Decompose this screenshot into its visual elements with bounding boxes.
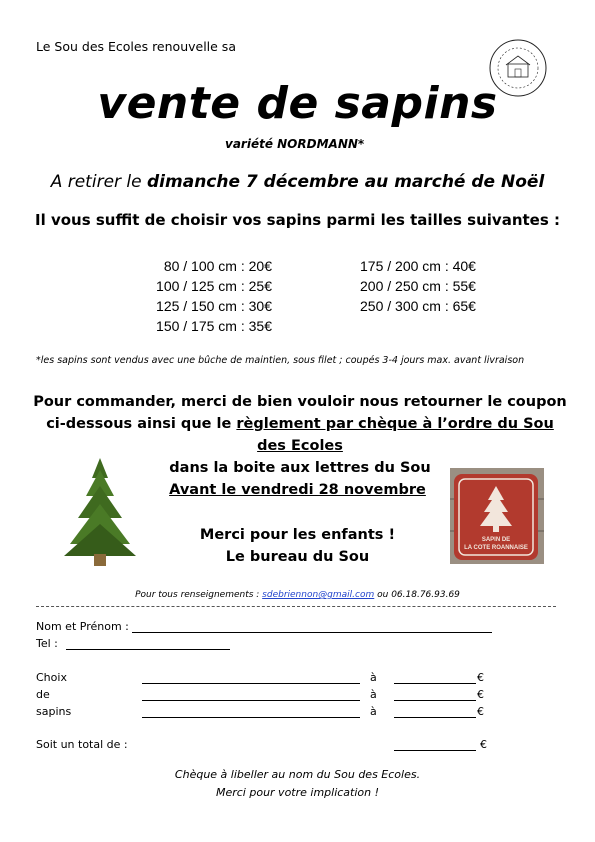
order-text-2: dans la boite aux lettres du Sou [169, 460, 431, 476]
name-field[interactable] [132, 632, 492, 633]
choose-sizes-text: Il vous suffit de choisir vos sapins parmi les tailles suivantes : [35, 211, 560, 229]
order-payment-underlined: règlement par chèque à l’ordre du Sou des Ecoles [236, 416, 554, 454]
tel-field[interactable] [66, 649, 230, 650]
variety-text: variété NORDMANN* [225, 137, 365, 151]
contact-line [0, 590, 595, 600]
pickup-date-place: dimanche 7 décembre au marché de Noël [147, 172, 545, 192]
euro-sign: € [477, 671, 484, 684]
cut-line [36, 606, 556, 607]
signature-line: Le bureau du Sou [225, 549, 370, 565]
choice-field-1[interactable] [142, 683, 360, 684]
footer-thanks-text: Merci pour votre implication ! [215, 786, 380, 799]
total-label: Soit un total de : [36, 738, 128, 751]
choice-label-1: Choix [36, 671, 67, 684]
price-field-3[interactable] [394, 717, 476, 718]
email-link[interactable]: sdebriennon@gmail.com [262, 590, 375, 600]
size-price-item: 150 / 175 cm : 35€ [156, 318, 272, 334]
sizes-list-right [360, 256, 476, 316]
deadline-text: Avant le vendredi 28 novembre [169, 482, 426, 498]
size-price-item: 175 / 200 cm : 40€ [360, 258, 476, 274]
size-price-item: 100 / 125 cm : 25€ [156, 278, 272, 294]
name-label: Nom et Prénom : [36, 620, 129, 633]
size-price-item: 200 / 250 cm : 55€ [360, 278, 476, 294]
euro-sign: € [480, 738, 487, 751]
thanks-line: Merci pour les enfants ! [199, 527, 396, 543]
page-title: vente de sapins [97, 78, 498, 129]
euro-sign: € [477, 688, 484, 701]
footer-block [0, 766, 595, 802]
a-label: à [370, 705, 377, 718]
sizes-list-left [144, 256, 272, 336]
contact-phone: ou 06.18.76.93.69 [374, 590, 460, 600]
sign-text-line: SAPIN DE [481, 537, 511, 543]
a-label: à [370, 671, 377, 684]
tel-label: Tel : [36, 637, 58, 650]
size-price-item: 250 / 300 cm : 65€ [360, 298, 476, 314]
price-field-1[interactable] [394, 683, 476, 684]
footnote: *les sapins sont vendus avec une bûche de maintien, sous filet ; coupés 3-4 jours max. avant livraison [36, 355, 525, 366]
choice-label-3: sapins [36, 705, 72, 718]
choice-field-2[interactable] [142, 700, 360, 701]
order-text-1: Pour commander, merci de bien vouloir nous retourner le coupon ci-dessous ainsi que le [33, 394, 567, 432]
size-price-item: 80 / 100 cm : 20€ [163, 258, 272, 274]
sign-text-line: LA COTE ROANNAISE [464, 545, 528, 551]
pickup-prefix: A retirer le [50, 172, 148, 192]
sapin-cote-roannaise-sign-image [450, 468, 544, 564]
size-price-item: 125 / 150 cm : 30€ [156, 298, 272, 314]
pickup-line [0, 172, 595, 192]
price-field-2[interactable] [394, 700, 476, 701]
total-field[interactable] [394, 750, 476, 751]
a-label: à [370, 688, 377, 701]
choice-label-2: de [36, 688, 50, 701]
euro-sign: € [477, 705, 484, 718]
choice-field-3[interactable] [142, 717, 360, 718]
intro-text: Le Sou des Ecoles renouvelle sa [36, 39, 236, 54]
footer-cheque-text: Chèque à libeller au nom du Sou des Ecoles. [174, 768, 421, 781]
contact-prefix: Pour tous renseignements : [135, 590, 263, 600]
